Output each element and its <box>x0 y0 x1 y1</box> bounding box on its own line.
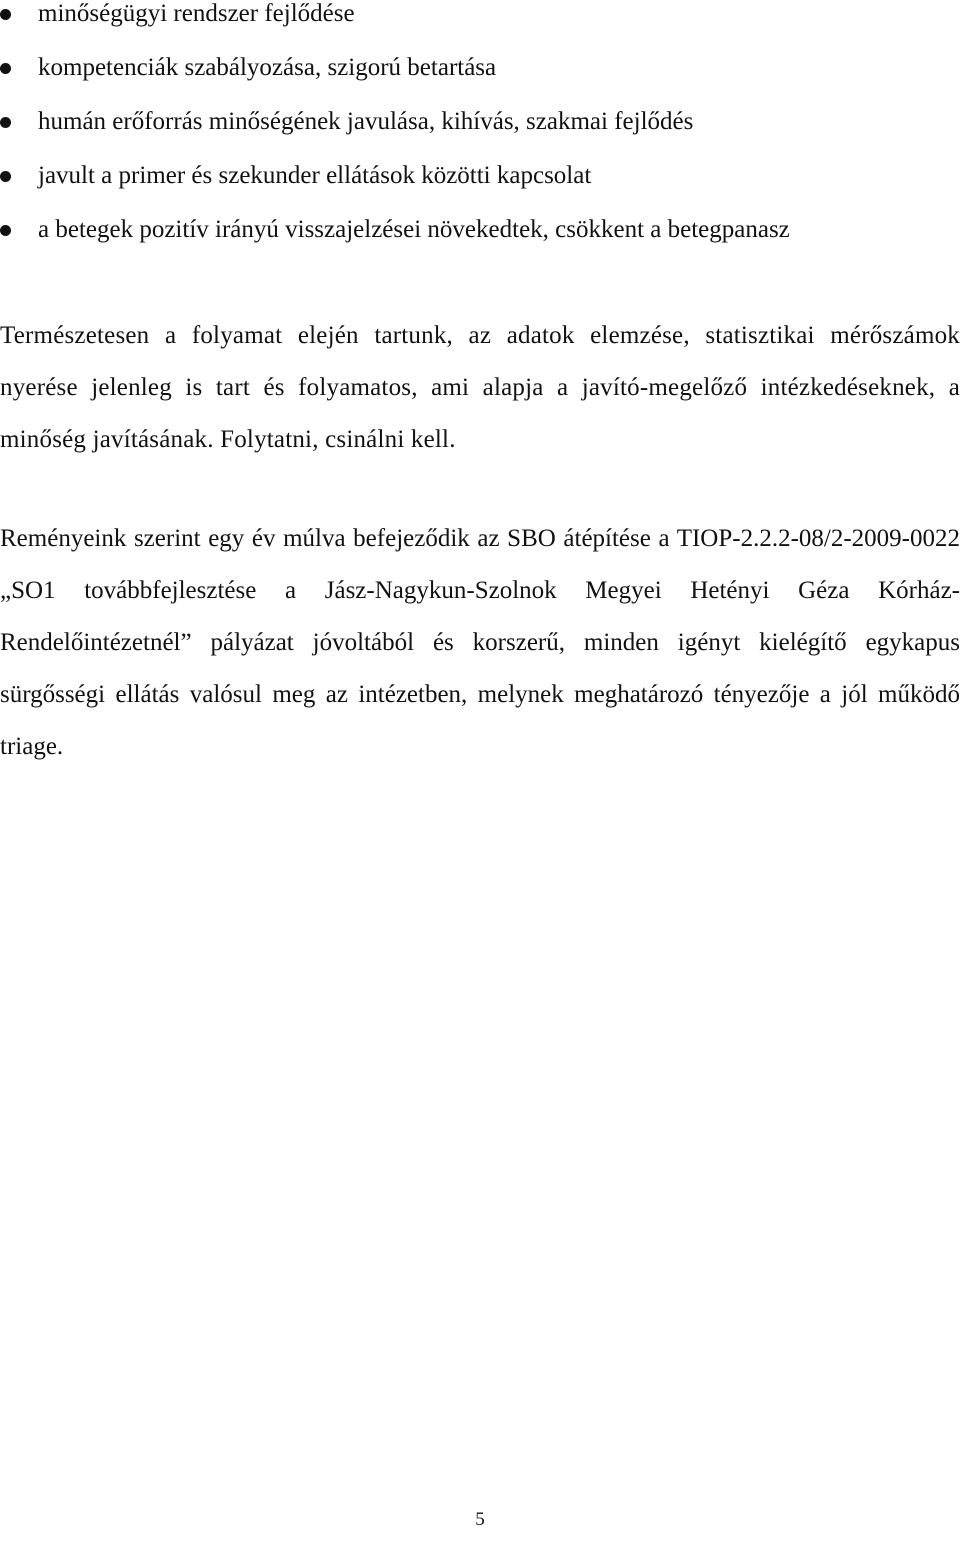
bullet-icon <box>0 171 11 182</box>
page-number: 5 <box>475 1509 485 1530</box>
paragraph-outlook: Reményeink szerint egy év múlva befejeződik az SBO átépítése a TIOP-2.2.2-08/2-2009-0022 „SO1 továbbfejlesztése a Jász-Nagykun-Szolnok Megyei Hetényi Géza Kórház-Rendelőintézetnél” pályázat jóvoltából és korszerű, minden igényt kielégítő egykapus sürgősségi ellátás valósul meg az intézetben, melynek meghatározó tényezője a jól működő triage. <box>0 525 960 760</box>
bullet-text: minőségügyi rendszer fejlődése <box>38 0 355 27</box>
bullet-text: humán erőforrás minőségének javulása, kihívás, szakmai fejlődés <box>38 108 694 135</box>
list-item <box>0 0 960 54</box>
bullet-icon <box>0 63 11 74</box>
bullet-text: a betegek pozitív irányú visszajelzései növekedtek, csökkent a betegpanasz <box>38 216 790 243</box>
list-item <box>0 108 960 162</box>
bullet-text: kompetenciák szabályozása, szigorú betartása <box>38 54 497 81</box>
bullet-icon <box>0 9 11 20</box>
bullet-text: javult a primer és szekunder ellátások közötti kapcsolat <box>38 162 592 189</box>
bullet-list <box>0 0 960 270</box>
bullet-icon <box>0 225 11 236</box>
list-item <box>0 216 960 270</box>
list-item <box>0 162 960 216</box>
paragraph-progress: Természetesen a folyamat elején tartunk, az adatok elemzése, statisztikai mérőszámok nyerése jelenleg is tart és folyamatos, ami alapja a javító-megelőző intézkedéseknek, a minőség javításának. Folytatni, csinálni kell. <box>0 322 960 453</box>
list-item <box>0 54 960 108</box>
bullet-icon <box>0 117 11 128</box>
